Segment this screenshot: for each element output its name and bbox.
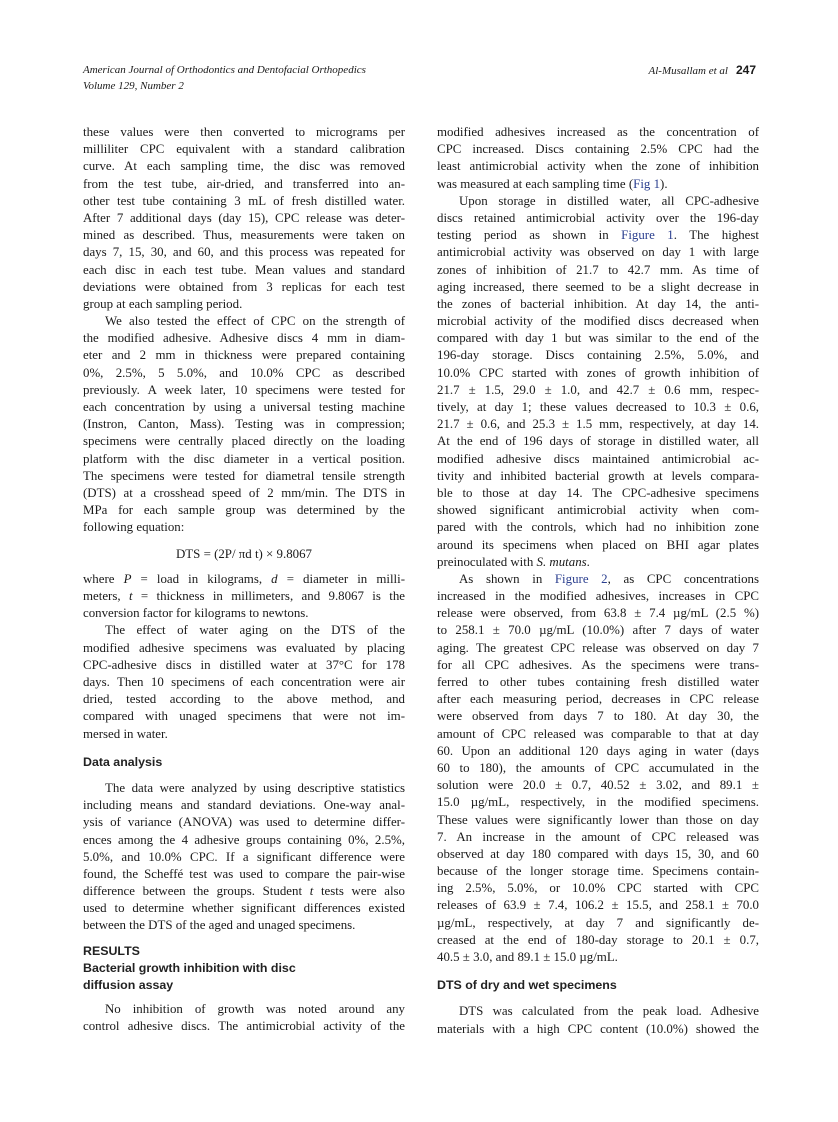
text-run: = diameter in milli- <box>277 571 405 586</box>
text-line: amount of CPC released was comparable to that at day <box>437 726 759 741</box>
italic-text: P <box>123 571 132 586</box>
text-line: creased at the end of 180-day storage to 20.1 ± 0.7, <box>437 932 759 947</box>
text-line: 0%, 2.5%, 5 5.0%, and 10.0% CPC as described <box>83 365 405 380</box>
text-line: deviations were obtained from 3 replicas for each test <box>83 279 405 294</box>
text-line: other test tube containing 3 mL of fresh distilled water. <box>83 193 405 208</box>
text-line <box>437 571 759 588</box>
text-line: 196-day storage. Discs containing 2.5%, 5.0%, and <box>437 348 759 363</box>
text-line: compared with day 1 but was similar to the end of the <box>437 331 759 346</box>
text-line: between the DTS of the aged and unaged specimens. <box>83 918 356 933</box>
text-line: conversion factor for kilograms to newtons. <box>83 606 309 621</box>
text-run: where <box>83 571 124 586</box>
text-line: releases of 63.9 ± 7.4, 106.2 ± 15.5, and 258.1 ± 70.0 <box>437 898 759 913</box>
text-line: 21.7 ± 0.6, and 25.3 ± 1.5 mm, respectively, at day 14. <box>437 417 759 432</box>
text-line: showed significant antimicrobial activity when com- <box>437 503 759 518</box>
text-run: , as CPC concentrations <box>607 571 759 586</box>
text-line: No inhibition of growth was noted around any <box>105 1002 405 1017</box>
text-line: around its specimens when placed on BHI agar plates <box>437 537 759 552</box>
text-line: milliliter CPC equivalent with a standard calibration <box>83 142 405 157</box>
text-line: including means and standard deviations. One-way anal- <box>83 798 405 813</box>
text-line: the zones of bacterial inhibition. At day 14, the anti- <box>437 296 759 311</box>
text-line: microbial activity of the modified discs decreased when <box>437 314 759 329</box>
text-line: mined as described. Thus, measurements were taken on <box>83 228 405 243</box>
text-line: curve. At each sampling time, the disc was removed <box>83 159 405 174</box>
text-line: after each measuring period, decreases in CPC release <box>437 692 759 707</box>
text-line: tively, at day 1; these values decreased to 10.3 ± 0.6, <box>437 400 759 414</box>
text-line: CPC-adhesive discs in distilled water at 37°C for 178 <box>83 657 405 672</box>
text-line: following equation: <box>83 520 185 535</box>
text-line: antimicrobial activity was observed on day 1 with large <box>437 245 759 260</box>
text-line: to 258.1 ± 70.0 µg/mL (10.0%) after 7 days of water <box>437 623 759 638</box>
italic-text: t <box>128 589 133 604</box>
italic-text: S. mutans <box>536 554 587 569</box>
text-line: platform with the disc diameter in a vertical position. <box>83 451 405 466</box>
page-number: 247 <box>735 63 756 77</box>
text-line: (Instron, Canton, Mass). Testing was in compression; <box>83 417 405 432</box>
text-line: specimens were centrally placed directly on the loading <box>83 434 405 449</box>
section-heading: Bacterial growth inhibition with disc <box>83 960 296 975</box>
text-line: for all CPC adhesives. As the specimens were trans- <box>437 657 759 672</box>
text-line: each disc in each test tube. Mean values and standard <box>83 262 405 277</box>
section-heading: RESULTS <box>83 943 140 958</box>
text-line <box>437 227 759 244</box>
text-line: 60. Upon an additional 120 days aging in water (days <box>437 743 759 758</box>
text-run: testing period as shown in <box>437 228 622 243</box>
text-line: release were observed, from 63.8 ± 7.4 µg/mL (2.5 %) <box>437 606 759 621</box>
right-column <box>437 124 759 1038</box>
text-line: After 7 additional days (day 15), CPC release was deter- <box>83 210 405 225</box>
text-line: At the end of 196 days of storage in distilled water, all <box>437 434 759 449</box>
text-line: increased in the modified adhesives, increases in CPC <box>437 589 759 604</box>
text-line: dried, tested according to the above method, and <box>83 692 405 707</box>
text-run: = thickness in millimeters, and 9.8067 is the <box>132 589 405 604</box>
text-line: µg/mL, respectively, at day 7 and significantly de- <box>437 915 759 930</box>
text-line: 40.5 ± 3.0, and 89.1 ± 15.0 µg/mL. <box>437 950 618 964</box>
italic-text: d <box>271 571 278 586</box>
text-run: was measured at each sampling time ( <box>437 176 634 191</box>
text-line <box>83 571 405 588</box>
text-line: ences among the 4 adhesive groups containing 0%, 2.5%, <box>83 832 405 847</box>
text-line: used to determine whether significant differences existed <box>83 901 405 916</box>
text-line: CPC increased. Discs containing 2.5% CPC had the <box>437 142 759 157</box>
text-line: the modified adhesive. Adhesive discs 4 mm in diam- <box>83 331 405 346</box>
text-line: materials with a high CPC content (10.0%) showed the <box>437 1021 759 1036</box>
section-heading: Data analysis <box>83 754 163 769</box>
text-line: ble to those at day 14. The CPC-adhesive specimens <box>437 485 759 500</box>
text-line: from the test tube, air-dried, and transferred into an- <box>83 176 405 191</box>
text-line: modified adhesives increased as the concentration of <box>437 125 759 139</box>
paragraph <box>437 193 759 571</box>
text-line: solution were 20.0 ± 0.7, 40.52 ± 3.02, and 89.1 ± <box>437 778 759 793</box>
text-line: ysis of variance (ANOVA) was used to determine differ- <box>83 815 405 830</box>
text-run: = load in kilograms, <box>131 571 272 586</box>
text-run: difference between the groups. Student <box>83 884 310 899</box>
text-line: tivity and inhibited bacterial growth at levels compara- <box>437 468 759 483</box>
text-line: these values were then converted to micrograms per <box>83 125 405 139</box>
text-line: MPa for each sample group was determined by the <box>83 503 405 518</box>
text-line: ferred to other tubes containing fresh distilled water <box>437 675 759 689</box>
running-header-left <box>83 63 366 94</box>
text-line: zones of inhibition of 21.7 to 42.7 mm. As time of <box>437 262 759 277</box>
text-line: observed at day 180 compared with days 15, 30, and 60 <box>437 846 759 861</box>
text-line: 7. An increase in the amount of CPC released was <box>437 829 759 844</box>
text-line: compared with unaged specimens that were not im- <box>83 709 405 724</box>
figure-link[interactable]: Figure 1 <box>621 228 674 243</box>
paragraph <box>437 1003 759 1037</box>
text-line: were observed from days 7 to 180. At day 30, the <box>437 709 759 724</box>
section-heading: diffusion assay <box>83 978 174 993</box>
text-line: control adhesive discs. The antimicrobial activity of the <box>83 1019 405 1034</box>
paragraph <box>83 1001 405 1035</box>
journal-title: American Journal of Orthodontics and Dentofacial Orthopedics <box>83 64 366 76</box>
text-line: eter and 2 mm in thickness were prepared containing <box>83 348 405 363</box>
text-line: least antimicrobial activity when the zone of inhibition <box>437 159 759 174</box>
text-line: (DTS) at a crosshead speed of 2 mm/min. The DTS in <box>83 485 405 500</box>
dts-equation: DTS = (2P/ πd t) × 9.8067 <box>176 546 312 561</box>
text-line: because of the longer storage time. Specimens contain- <box>437 864 759 879</box>
text-line: We also tested the effect of CPC on the strength of <box>105 314 405 329</box>
text-run: preinoculated with <box>437 554 537 569</box>
text-run: tests were also <box>313 884 405 899</box>
text-line: These values were significantly lower than those on day <box>437 812 759 827</box>
journal-volume: Volume 129, Number 2 <box>83 79 184 92</box>
figure-link[interactable]: Figure 2 <box>554 571 608 586</box>
text-line: discs retained antimicrobial activity over the 196-day <box>437 210 759 225</box>
text-line <box>83 588 405 605</box>
text-line: The data were analyzed by using descriptive statistics <box>105 780 405 795</box>
paragraph <box>83 313 405 536</box>
italic-text: t <box>309 884 314 899</box>
text-line: Upon storage in distilled water, all CPC-adhesive <box>459 193 759 208</box>
paragraph <box>83 622 405 742</box>
text-line <box>437 554 759 571</box>
text-line: 5.0%, and 10.0% CPC. If a significant difference were <box>83 849 405 864</box>
text-line: The specimens were tested for diametral tensile strength <box>83 468 405 483</box>
text-line: DTS was calculated from the peak load. Adhesive <box>459 1004 759 1019</box>
text-line: group at each sampling period. <box>83 296 243 311</box>
text-run: ). <box>660 176 668 191</box>
text-line: ing 2.5%, 5.0%, or 10.0% CPC started with CPC <box>437 881 759 896</box>
running-authors: Al-Musallam et al <box>648 65 728 77</box>
text-line: pared with the controls, which had no inhibition zone <box>437 520 759 535</box>
text-line: modified adhesive specimens was evaluated by placing <box>83 640 405 655</box>
text-line: found, the Scheffé test was used to compare the pair-wise <box>83 866 405 881</box>
text-run: As shown in <box>459 571 555 586</box>
text-line: aging increased, there seemed to be a slight decrease in <box>437 279 759 294</box>
text-line: aging. The greatest CPC release was observed on day 7 <box>437 640 759 655</box>
text-line: 15.0 µg/mL, respectively, in the modified specimens. <box>437 795 759 810</box>
text-run: . The highest <box>673 228 759 243</box>
text-line: 21.7 ± 1.5, 29.0 ± 1.0, and 42.7 ± 0.6 mm, respec- <box>437 382 759 397</box>
text-line: previously. A week later, 10 specimens were tested for <box>83 382 405 397</box>
text-line: days 7, 15, 30, and 60, and this process was repeated for <box>83 245 405 260</box>
text-line <box>437 176 759 193</box>
text-line: 60 to 180), the amounts of CPC accumulated in the <box>437 760 759 775</box>
paragraph <box>83 571 405 623</box>
text-run: meters, <box>83 589 129 604</box>
text-line: 10.0% CPC started with zones of growth inhibition of <box>437 365 759 380</box>
section-heading: DTS of dry and wet specimens <box>437 978 617 993</box>
text-line: days. Then 10 specimens of each concentration were air <box>83 675 405 690</box>
text-line: each concentration by using a universal testing machine <box>83 400 405 414</box>
running-header-right <box>649 63 756 80</box>
text-line: modified adhesive discs maintained antimicrobial ac- <box>437 451 759 466</box>
text-line <box>83 883 405 900</box>
paragraph <box>437 571 759 966</box>
figure-link[interactable]: Fig 1 <box>633 176 661 191</box>
paragraph <box>83 780 405 935</box>
left-column <box>83 124 405 1036</box>
text-line: mersed in water. <box>83 726 168 741</box>
text-run: . <box>586 554 590 569</box>
text-line: The effect of water aging on the DTS of the <box>105 623 405 638</box>
paragraph <box>437 124 759 193</box>
paragraph <box>83 124 405 313</box>
